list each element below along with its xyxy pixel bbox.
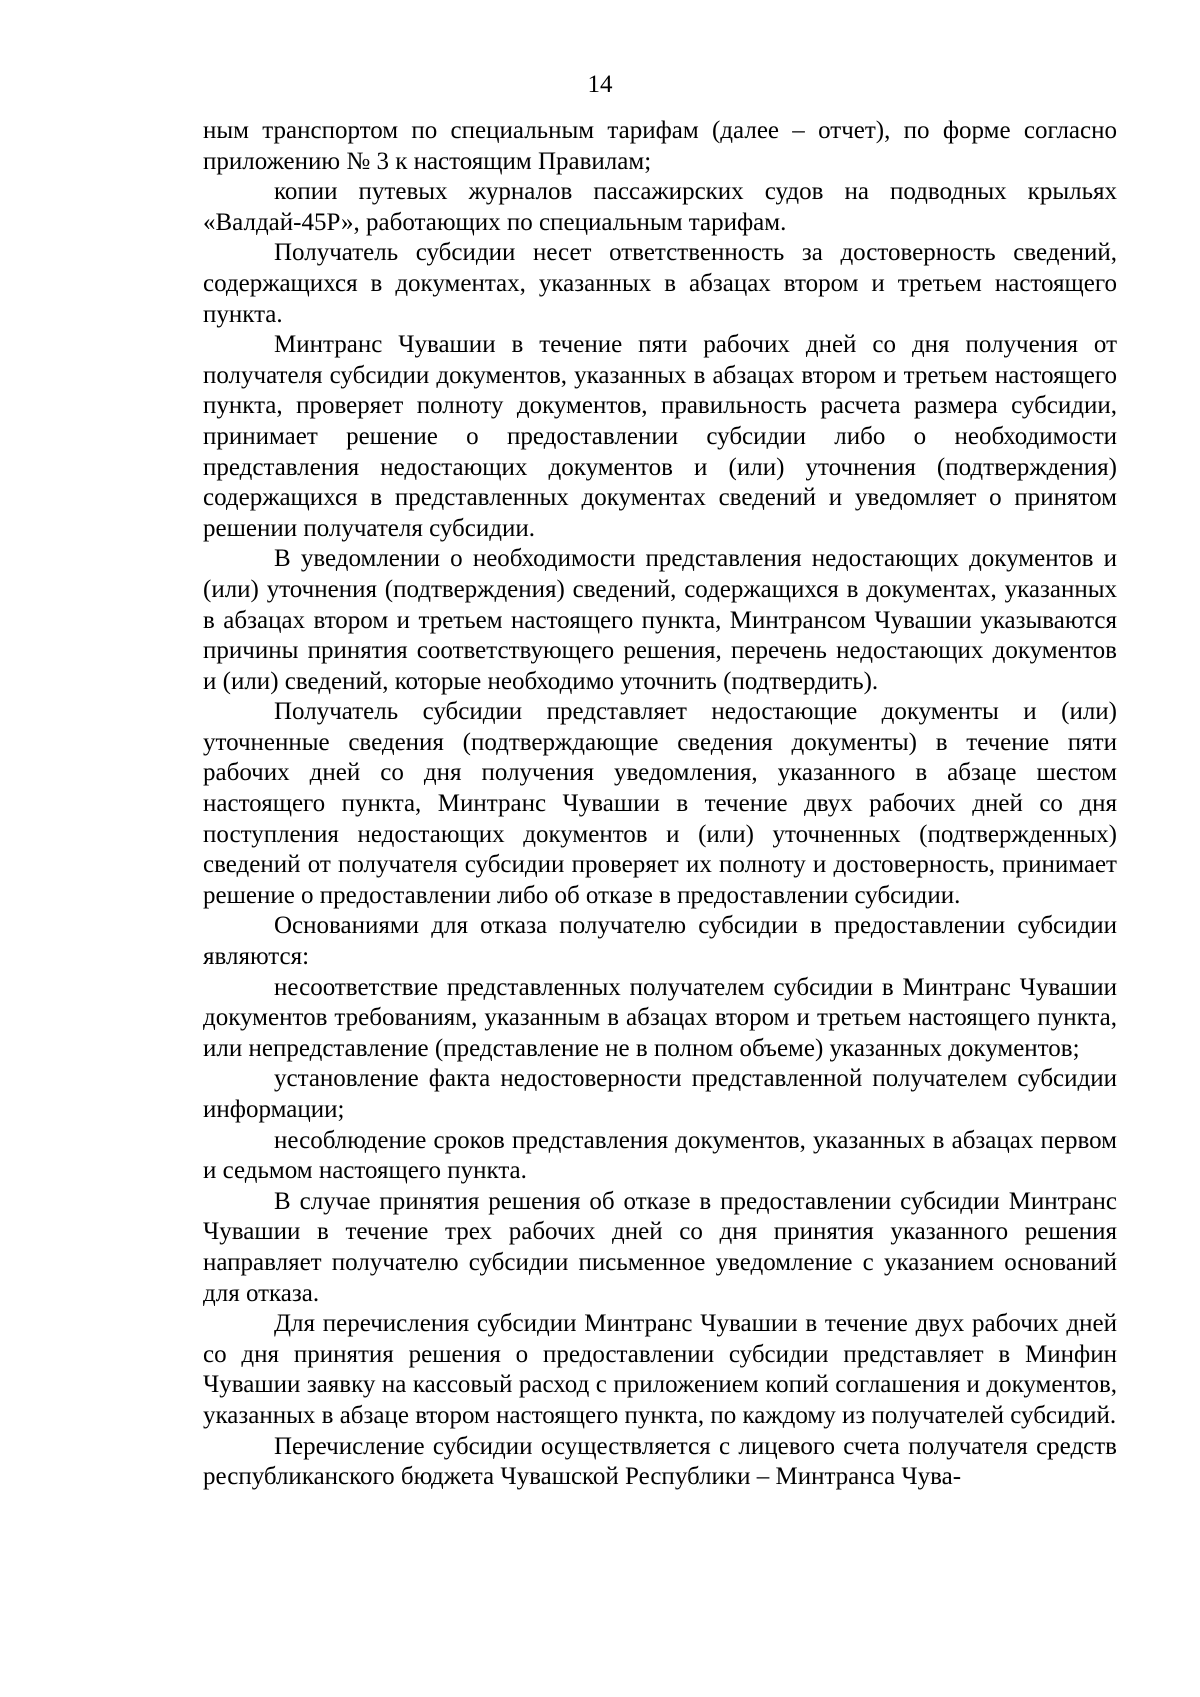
document-body xyxy=(203,116,1117,1493)
paragraph-7: Основаниями для отказа получателю субсидии в предоставлении субсидии являются: xyxy=(203,912,1117,971)
paragraph-1: ным транспортом по специальным тарифам (далее – отчет), по форме согласно приложению № 3 к настоящим Правилам; xyxy=(203,117,1117,175)
page-number: 14 xyxy=(587,71,613,98)
paragraph-3: Получатель субсидии несет ответственность за достоверность сведений, содержащихся в документах, указанных в абзацах втором и третьем настоящего пункта. xyxy=(203,239,1117,328)
paragraph-9: установление факта недостоверности представленной получателем субсидии информации; xyxy=(203,1065,1117,1123)
paragraph-4: Минтранс Чувашии в течение пяти рабочих дней со дня получения от получателя субсидии документов, указанных в абзацах втором и третьем настоящего пункта, проверяет полноту документов, правильность расчета размера субсидии, принимает решение о предоставлении субсидии либо о необходимости представления недостающих документов и (или) уточнения (подтверждения) содержащихся в представленных документах сведений и уведомляет о принятом решении получателя субсидии. xyxy=(203,331,1117,542)
paragraph-12: Для перечисления субсидии Минтранс Чувашии в течение двух рабочих дней со дня принятия решения о предоставлении субсидии представляет в Минфин Чувашии заявку на кассовый расход с приложением копий соглашения и документов, указанных в абзаце втором настоящего пункта, по каждому из получателей субсидий. xyxy=(203,1310,1117,1429)
paragraph-11: В случае принятия решения об отказе в предоставлении субсидии Минтранс Чувашии в течение трех рабочих дней со дня принятия указанного решения направляет получателю субсидии письменное уведомление с указанием оснований для отказа. xyxy=(203,1187,1117,1307)
paragraph-6: Получатель субсидии представляет недостающие документы и (или) уточненные сведения (подтверждающие сведения документы) в течение пяти рабочих дней со дня получения уведомления, указанного в абзаце шестом настоящего пункта, Минтранс Чувашии в течение двух рабочих дней со дня поступления недостающих документов и (или) уточненных (подтвержденных) сведений от получателя субсидии проверяет их полноту и достоверность, принимает решение о предоставлении либо об отказе в предоставлении субсидии. xyxy=(203,698,1117,909)
paragraph-5: В уведомлении о необходимости представления недостающих документов и (или) уточнения (подтверждения) сведений, содержащихся в документах, указанных в абзацах втором и третьем настоящего пункта, Минтрансом Чувашии указываются причины принятия соответствующего решения, перечень недостающих документов и (или) сведений, которые необходимо уточнить (подтвердить). xyxy=(203,545,1117,695)
paragraph-13: Перечисление субсидии осуществляется с лицевого счета получателя средств республиканского бюджета Чувашской Республики – Минтранса Чува- xyxy=(203,1432,1117,1491)
paragraph-8: несоответствие представленных получателем субсидии в Минтранс Чувашии документов требованиям, указанным в абзацах втором и третьем настоящего пункта, или непредставление (представление не в полном объеме) указанных документов; xyxy=(203,973,1117,1062)
paragraph-10: несоблюдение сроков представления документов, указанных в абзацах первом и седьмом настоящего пункта. xyxy=(203,1126,1117,1185)
paragraph-2: копии путевых журналов пассажирских судов на подводных крыльях «Валдай-45Р», работающих по специальным тарифам. xyxy=(203,178,1117,236)
